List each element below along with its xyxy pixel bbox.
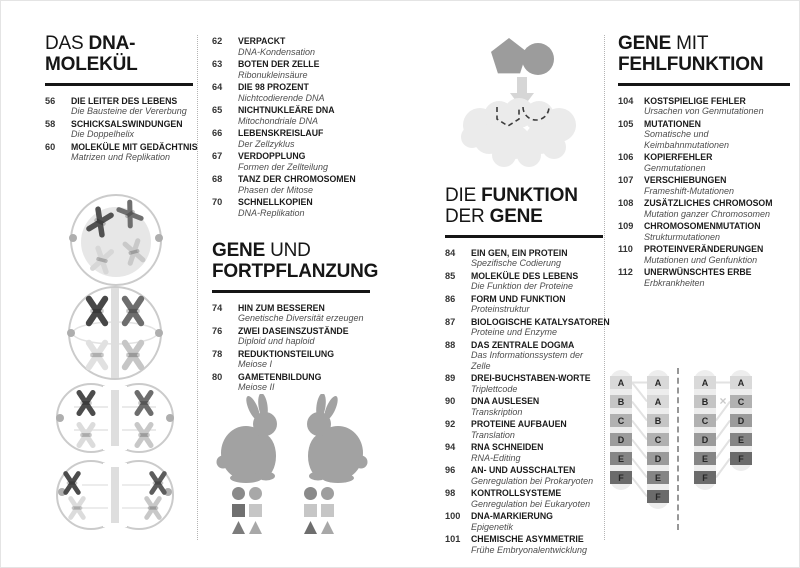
entry-subtitle: Ursachen von Genmutationen <box>644 106 764 117</box>
entry-text <box>471 488 603 509</box>
entry-text <box>471 294 603 315</box>
section-title-part: DNA-MOLEKÜL <box>45 33 138 76</box>
toc-entry <box>445 294 603 315</box>
entry-title: PROTEINE AUFBAUEN <box>471 419 567 430</box>
entry-subtitle: Frühe Embryonalentwicklung <box>471 544 588 555</box>
entry-text <box>238 174 370 195</box>
sequence-letter: F <box>610 471 632 484</box>
sequence-letter: E <box>730 433 752 446</box>
entry-page-number: 90 <box>445 396 456 407</box>
toc-entry <box>618 175 790 196</box>
entry-subtitle: Somatische und Keimbahnmutationen <box>644 129 730 150</box>
trait-shape <box>249 521 262 534</box>
metaphase-cell-icon <box>67 287 163 379</box>
cell-division-illustration <box>50 190 180 535</box>
entry-title: FORM UND FUNKTION <box>471 293 566 304</box>
dotted-separator-right <box>604 35 605 540</box>
toc-entry <box>445 442 603 463</box>
entry-title: DIE 98 PROZENT <box>238 82 309 92</box>
toc-entry <box>445 419 603 440</box>
entry-subtitle: Ribonukleinsäure <box>238 69 308 80</box>
sequence-letter: B <box>694 395 716 408</box>
entry-title: PROTEINVERÄNDERUNGEN <box>644 244 764 255</box>
entry-title: REDUKTIONSTEILUNG <box>238 348 335 359</box>
toc-entry <box>618 152 790 173</box>
entry-text <box>471 340 603 372</box>
telophase-cell-icon <box>57 461 173 529</box>
entry-text <box>471 442 603 463</box>
entry-page-number: 56 <box>45 95 56 106</box>
entry-title: DNA-MARKIERUNG <box>471 511 553 522</box>
section-title-part: FEHLFUNKTION <box>618 54 764 76</box>
sequence-letter: A <box>610 376 632 389</box>
entry-page-number: 66 <box>212 128 223 138</box>
entry-page-number: 65 <box>212 105 223 115</box>
entry-page-number: 58 <box>45 118 56 129</box>
heading-rule <box>445 235 603 238</box>
entry-page-number: 80 <box>212 371 223 382</box>
toc-entry <box>212 174 370 195</box>
section-title-part: UND <box>265 240 311 261</box>
sequence-strip-insertion-original <box>610 370 632 490</box>
entry-page-number: 101 <box>445 534 461 545</box>
entry-title: RNA SCHNEIDEN <box>471 442 544 453</box>
entry-subtitle: Triplettcode <box>471 383 518 394</box>
entry-subtitle: Proteine und Enzyme <box>471 327 558 338</box>
toc-entry <box>618 267 790 288</box>
toc-entry <box>445 373 603 394</box>
trait-shape <box>249 504 262 517</box>
toc-entry <box>445 396 603 417</box>
toc-entry <box>45 141 198 163</box>
toc-entries <box>445 247 610 556</box>
toc-entries <box>618 96 790 289</box>
section-title-part: GENE <box>618 33 672 54</box>
column-2 <box>212 36 379 395</box>
entry-subtitle: Mitochondriale DNA <box>238 115 319 126</box>
entry-title: DAS ZENTRALE DOGMA <box>471 339 575 350</box>
section-title-gene-mit-fehlfunktion <box>618 33 790 76</box>
entry-page-number: 108 <box>618 198 634 209</box>
toc-entry <box>445 488 603 509</box>
entry-page-number: 86 <box>445 293 456 304</box>
pentagon-ligand-icon <box>491 38 527 73</box>
rabbit-facing-left-icon <box>307 394 368 483</box>
entry-subtitle: Genetische Diversität erzeugen <box>238 313 364 324</box>
toc-entry <box>445 248 603 269</box>
entry-title: MOLEKÜLE MIT GEDÄCHTNIS <box>71 141 198 152</box>
sequence-letter: F <box>647 490 669 503</box>
entry-title: KOPIERFEHLER <box>644 152 713 163</box>
entry-title: GAMETENBILDUNG <box>238 371 322 382</box>
column-3 <box>445 25 610 557</box>
entry-subtitle: Meiose II <box>238 382 275 393</box>
rabbit-facing-right-icon <box>217 394 278 483</box>
entry-page-number: 87 <box>445 316 456 327</box>
column-4 <box>618 33 790 290</box>
entry-subtitle: Strukturmutationen <box>644 231 721 242</box>
entry-page-number: 100 <box>445 511 461 522</box>
entry-text <box>644 96 790 117</box>
entry-title: BIOLOGISCHE KATALYSATOREN <box>471 316 610 327</box>
entry-subtitle: Formen der Zellteilung <box>238 161 329 172</box>
trait-shape <box>232 504 245 517</box>
entry-text <box>238 82 370 103</box>
entry-title: VERSCHIEBUNGEN <box>644 175 727 186</box>
entry-subtitle: Proteinstruktur <box>471 304 530 315</box>
entry-title: DNA AUSLESEN <box>471 396 540 407</box>
anaphase-cell-icon <box>56 384 174 452</box>
entry-page-number: 96 <box>445 465 456 476</box>
entry-title: VERPACKT <box>238 36 286 46</box>
mutation-diagram <box>606 366 790 542</box>
entry-text <box>644 198 790 219</box>
sequence-letter: B <box>610 395 632 408</box>
entry-page-number: 85 <box>445 270 456 281</box>
section-title-part: DIE <box>445 185 482 206</box>
toc-entry <box>212 326 370 347</box>
entry-text <box>238 197 370 218</box>
circle-ligand-icon <box>522 43 554 75</box>
entry-page-number: 109 <box>618 221 634 232</box>
entry-text <box>238 36 370 57</box>
entry-title: MOLEKÜLE DES LEBENS <box>471 270 579 281</box>
toc-entry <box>212 59 370 80</box>
heading-rule <box>212 290 370 293</box>
entry-title: EIN GEN, EIN PROTEIN <box>471 247 568 258</box>
entry-text <box>471 534 603 555</box>
entry-subtitle: Translation <box>471 429 515 440</box>
entry-text <box>471 419 603 440</box>
toc-entry <box>212 151 370 172</box>
entry-subtitle: Die Bausteine der Vererbung <box>71 106 187 117</box>
entry-subtitle: Mutationen und Genfunktion <box>644 254 758 265</box>
heading-rule <box>618 83 790 86</box>
entry-text <box>238 326 370 347</box>
entry-text <box>71 96 193 117</box>
entry-page-number: 88 <box>445 339 456 350</box>
entry-subtitle: Diploid und haploid <box>238 336 315 347</box>
entry-text <box>238 105 370 126</box>
section-title-part: MIT <box>671 33 708 54</box>
entry-subtitle: Transkription <box>471 406 523 417</box>
trait-shape <box>249 487 262 500</box>
entry-page-number: 67 <box>212 151 223 161</box>
trait-shapes-left <box>232 487 262 534</box>
entry-text <box>71 119 193 140</box>
entry-text <box>471 373 603 394</box>
sequence-letter: F <box>730 452 752 465</box>
entry-text <box>238 128 370 149</box>
entry-title: KONTROLLSYSTEME <box>471 488 562 499</box>
entry-text <box>644 244 790 265</box>
entry-subtitle: RNA-Editing <box>471 452 521 463</box>
sequence-strip-insertion-mutated <box>647 370 669 509</box>
entry-page-number: 74 <box>212 302 223 313</box>
toc-entry <box>212 197 370 218</box>
toc-entry <box>45 119 193 140</box>
entry-title: LEBENSKREISLAUF <box>238 128 324 138</box>
sequence-letter: D <box>610 433 632 446</box>
entry-title: ZWEI DASEINSZUSTÄNDE <box>238 325 349 336</box>
entry-text <box>644 119 790 151</box>
trait-shape <box>304 487 317 500</box>
entry-page-number: 60 <box>45 141 56 152</box>
entry-subtitle: Genregulation bei Prokaryoten <box>471 475 594 486</box>
entry-subtitle: Matrizen und Replikation <box>71 152 171 163</box>
toc-entry <box>445 340 603 372</box>
toc-entries <box>45 95 198 163</box>
entry-subtitle: Mutation ganzer Chromosomen <box>644 208 771 219</box>
entry-title: BOTEN DER ZELLE <box>238 59 320 69</box>
entry-title: UNERWÜNSCHTES ERBE <box>644 267 752 278</box>
section-title-part: DER <box>445 206 490 228</box>
entry-page-number: 112 <box>618 267 633 278</box>
toc-entry <box>212 82 370 103</box>
entry-subtitle: Der Zellzyklus <box>238 138 295 149</box>
entry-title: TANZ DER CHROMOSOMEN <box>238 174 356 184</box>
entry-text <box>471 316 610 338</box>
sequence-letter: E <box>694 452 716 465</box>
entry-text <box>471 271 603 292</box>
entry-page-number: 98 <box>445 488 456 499</box>
sequence-letter: C <box>610 414 632 427</box>
entry-page-number: 107 <box>618 175 634 186</box>
entry-title: CHEMISCHE ASYMMETRIE <box>471 534 584 545</box>
sequence-letter: F <box>694 471 716 484</box>
entry-text <box>471 465 603 486</box>
section-title-part: GENE <box>489 206 543 228</box>
entry-subtitle: Meiose I <box>238 359 273 370</box>
prophase-cell-icon <box>69 195 163 285</box>
dotted-separator-left <box>197 35 198 540</box>
section-title-gene-und-fortpflanzung <box>212 240 379 283</box>
entry-subtitle: Frameshift-Mutationen <box>644 185 735 196</box>
trait-shapes-right <box>304 487 334 534</box>
toc-entry <box>212 349 370 370</box>
toc-entry <box>618 221 790 242</box>
trait-shape <box>304 504 317 517</box>
entry-title: CHROMOSOMENMUTATION <box>644 221 761 232</box>
heading-rule <box>45 83 193 86</box>
toc-entry <box>618 198 790 219</box>
entry-page-number: 76 <box>212 325 223 336</box>
entry-text <box>644 221 790 242</box>
sequence-letter: C <box>730 395 752 408</box>
entry-subtitle: Genregulation bei Eukaryoten <box>471 498 591 509</box>
sequence-strip-deletion-mutated <box>730 370 752 471</box>
entry-title: HIN ZUM BESSEREN <box>238 302 325 313</box>
entry-subtitle: Erbkrankheiten <box>644 277 705 288</box>
entry-page-number: 64 <box>212 82 223 92</box>
entry-page-number: 63 <box>212 59 223 69</box>
entry-subtitle: DNA-Kondensation <box>238 46 316 57</box>
toc-entry <box>45 96 193 117</box>
entry-subtitle: Spezifische Codierung <box>471 258 562 269</box>
sequence-letter: C <box>694 414 716 427</box>
entry-subtitle: Genmutationen <box>644 162 706 173</box>
toc-entry <box>445 534 603 555</box>
toc-entry <box>445 271 603 292</box>
entry-title: SCHICKSALSWINDUNGEN <box>71 118 183 129</box>
dashed-divider <box>677 368 679 530</box>
section-title-part: GENE <box>212 240 266 261</box>
section-title-part: DAS <box>45 33 89 54</box>
protein-cloud-icon <box>461 98 576 167</box>
section-title-dna-molekuel <box>45 33 193 76</box>
entry-text <box>238 303 370 324</box>
sequence-letter: D <box>730 414 752 427</box>
entry-page-number: 94 <box>445 442 456 453</box>
section-title-part: FUNKTION <box>481 185 578 206</box>
entry-page-number: 92 <box>445 419 456 430</box>
trait-shape <box>321 521 334 534</box>
entry-subtitle: Die Funktion der Proteine <box>471 281 574 292</box>
toc-entry <box>445 511 603 532</box>
toc-entry <box>212 105 370 126</box>
entry-title: ZUSÄTZLICHES CHROMOSOM <box>644 198 773 209</box>
entry-title: NICHTNUKLEÄRE DNA <box>238 105 335 115</box>
toc-entries <box>212 36 370 218</box>
entry-text <box>471 248 603 269</box>
entry-page-number: 105 <box>618 118 634 129</box>
entry-page-number: 68 <box>212 174 223 184</box>
entry-page-number: 84 <box>445 247 456 258</box>
entry-text <box>644 267 790 288</box>
entry-subtitle: Die Doppelhelix <box>71 129 135 140</box>
entry-subtitle: DNA-Replikation <box>238 207 305 218</box>
entry-text <box>471 511 603 532</box>
entry-title: DREI-BUCHSTABEN-WORTE <box>471 373 591 384</box>
entry-page-number: 89 <box>445 373 456 384</box>
toc-entry <box>212 128 370 149</box>
toc-entry <box>212 372 370 393</box>
section-title-die-funktion-der-gene <box>445 185 603 228</box>
toc-entry <box>618 119 790 151</box>
entry-page-number: 110 <box>618 244 633 255</box>
toc-entry <box>618 244 790 265</box>
entry-text <box>71 141 198 163</box>
toc-entry <box>212 303 370 324</box>
entry-page-number: 78 <box>212 348 223 359</box>
entry-title: VERDOPPLUNG <box>238 151 306 161</box>
sequence-letter: D <box>647 452 669 465</box>
sequence-letter: E <box>647 471 669 484</box>
entry-subtitle: Phasen der Mitose <box>238 184 314 195</box>
entry-title: DIE LEITER DES LEBENS <box>71 95 178 106</box>
toc-entry <box>212 36 370 57</box>
entry-subtitle: Das Informationssystem der Zelle <box>471 350 584 371</box>
toc-entry <box>445 316 610 338</box>
sequence-letter: D <box>694 433 716 446</box>
trait-shape <box>321 504 334 517</box>
section-title-part: FORTPFLANZUNG <box>212 261 379 283</box>
entry-title: MUTATIONEN <box>644 118 701 129</box>
entry-text <box>471 396 603 417</box>
entry-subtitle: Epigenetik <box>471 521 514 532</box>
trait-shape <box>304 521 317 534</box>
sequence-letter: C <box>647 433 669 446</box>
entry-text <box>238 349 370 370</box>
sequence-letter: A <box>730 376 752 389</box>
entry-page-number: 106 <box>618 152 634 163</box>
sequence-letter: A <box>647 395 669 408</box>
entry-title: AN- UND AUSSCHALTEN <box>471 465 576 476</box>
deletion-x-mark: × <box>719 394 727 408</box>
rabbits-illustration <box>212 394 372 486</box>
entry-title: KOSTSPIELIGE FEHLER <box>644 95 746 106</box>
entry-subtitle: Nichtcodierende DNA <box>238 92 325 103</box>
toc-entry <box>618 96 790 117</box>
sequence-letter: B <box>647 414 669 427</box>
trait-shape <box>232 487 245 500</box>
entry-text <box>644 152 790 173</box>
entry-page-number: 62 <box>212 36 223 46</box>
trait-shape <box>232 521 245 534</box>
entry-page-number: 104 <box>618 95 634 106</box>
trait-shape <box>321 487 334 500</box>
protein-binding-illustration <box>447 25 597 173</box>
entry-page-number: 70 <box>212 197 223 207</box>
sequence-letter: A <box>694 376 716 389</box>
entry-text <box>238 372 370 393</box>
entry-title: SCHNELLKOPIEN <box>238 197 313 207</box>
sequence-letter: E <box>610 452 632 465</box>
entry-text <box>238 151 370 172</box>
sequence-letter: A <box>647 376 669 389</box>
entry-text <box>644 175 790 196</box>
column-1 <box>45 33 198 165</box>
sequence-strip-deletion-original <box>694 370 716 490</box>
toc-entry <box>445 465 603 486</box>
entry-text <box>238 59 370 80</box>
toc-entries <box>212 303 370 393</box>
